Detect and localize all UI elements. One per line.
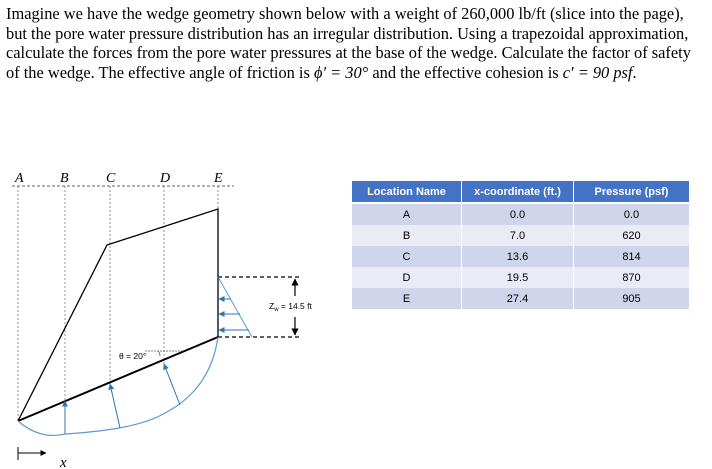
cell-pressure: 620 (574, 225, 690, 246)
cell-x: 0.0 (462, 203, 574, 225)
label-a: A (15, 171, 24, 186)
problem-text-3: . (632, 62, 637, 82)
zw-symbol: Z (269, 301, 275, 311)
wedge-figure (0, 160, 350, 469)
pore-pressure-table (352, 181, 689, 309)
zw-subscript: w (274, 307, 279, 313)
cell-location: D (352, 267, 462, 288)
table-row (352, 225, 689, 246)
theta-arc (158, 351, 160, 356)
problem-text-1: Imagine we have the wedge geometry shown below with a weight of 260,000 lb/ft (slice into the page), but the pore water pressure distribution has an irregular distribution. Using a trapezoidal approximation, calculate the forces from the pore water pressures at the base of the wedge. Calculate the factor of safety of the wedge. The effective angle of friction is (6, 4, 691, 82)
cell-pressure: 0.0 (574, 203, 690, 225)
label-e: E (214, 171, 223, 186)
cell-x: 13.6 (462, 246, 574, 267)
hydrostatic-triangle (218, 277, 252, 337)
table-row (352, 246, 689, 267)
cell-pressure: 905 (574, 288, 690, 309)
label-c: C (106, 171, 116, 186)
header-x-coordinate: x-coordinate (ft.) (462, 181, 574, 203)
cell-x: 19.5 (462, 267, 574, 288)
table-row (352, 267, 689, 288)
cell-location: B (352, 225, 462, 246)
problem-text-2: and the effective cohesion is (368, 62, 563, 82)
problem-statement (6, 4, 706, 82)
friction-angle: ϕ′ = 30° (313, 62, 369, 82)
label-d: D (160, 171, 171, 186)
header-location: Location Name (352, 181, 462, 203)
cell-x: 27.4 (462, 288, 574, 309)
zw-label (269, 301, 313, 313)
table-header-row (352, 181, 689, 203)
cell-x: 7.0 (462, 225, 574, 246)
cohesion: c′ = 90 psf (562, 62, 633, 82)
table-row (352, 288, 689, 309)
cell-location: A (352, 203, 462, 225)
zw-value: = 14.5 ft (278, 301, 312, 311)
cell-pressure: 870 (574, 267, 690, 288)
table-row (352, 203, 689, 225)
failure-plane (18, 337, 218, 421)
cell-location: E (352, 288, 462, 309)
label-b: B (60, 171, 69, 186)
header-pressure: Pressure (psf) (574, 181, 690, 203)
wedge-outline (18, 209, 218, 421)
x-axis-label: x (60, 455, 67, 469)
pore-arrow-d (164, 364, 180, 405)
theta-label: θ = 20° (119, 351, 147, 361)
cell-location: C (352, 246, 462, 267)
pore-arrow-c (110, 384, 120, 428)
cell-pressure: 814 (574, 246, 690, 267)
